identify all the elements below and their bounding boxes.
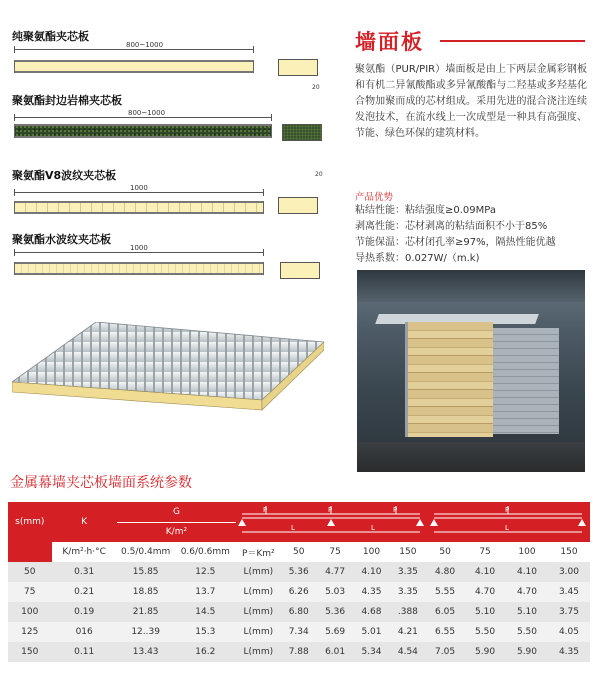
panel-drawings — [0, 0, 340, 300]
span-cell: 4.21 — [390, 622, 426, 642]
col-k-header: K — [52, 502, 117, 542]
advantage-item: 导热系数：0.027W/（m.k) — [355, 253, 480, 264]
advantage-item: 节能保温：芯材闭孔率≥97%，隔热性能优越 — [355, 237, 556, 248]
k-cell: 0.31 — [52, 562, 117, 582]
span-cell: 4.70 — [506, 582, 548, 602]
s-cell: 150 — [8, 642, 52, 662]
load-cell: 75 — [464, 542, 506, 562]
span-cell: 7.34 — [281, 622, 317, 642]
span-cell: 5.90 — [506, 642, 548, 662]
span-cell: 5.03 — [317, 582, 353, 602]
span-cell: 3.35 — [390, 582, 426, 602]
g-thick-cell: 12.5 — [175, 562, 237, 582]
span-cell: 5.34 — [353, 642, 389, 662]
span-cell: 5.50 — [506, 622, 548, 642]
span-label-cell: L(mm) — [236, 622, 280, 642]
span-cell: 3.45 — [548, 582, 590, 602]
load-cell: 50 — [426, 542, 464, 562]
p-label: P — [393, 505, 398, 514]
s-cell: 50 — [8, 562, 52, 582]
advantages-title: 产品优势 — [355, 192, 394, 203]
span-cell: 4.10 — [353, 562, 389, 582]
span-cell: 4.10 — [506, 562, 548, 582]
p-label: P — [505, 505, 510, 514]
beam-diagram-single-span — [428, 504, 588, 538]
advantage-item: 粘结性能：粘结强度≥0.09MPa — [355, 205, 496, 216]
span-cell: 3.35 — [390, 562, 426, 582]
span-cell: 4.54 — [390, 642, 426, 662]
span-cell: .388 — [390, 602, 426, 622]
load-cell: 150 — [390, 542, 426, 562]
span-label-cell: L(mm) — [236, 602, 280, 622]
k-cell: 0.19 — [52, 602, 117, 622]
span-cell: 4.80 — [426, 562, 464, 582]
p-label-cell: P＝Km² — [236, 542, 280, 562]
span-cell: 4.77 — [317, 562, 353, 582]
g-thin-cell: 0.5/0.4mm — [117, 542, 175, 562]
span-cell: 5.36 — [281, 562, 317, 582]
joint-detail-icon — [278, 59, 318, 76]
table-header-row — [8, 502, 590, 522]
span-cell: 4.70 — [464, 582, 506, 602]
span-cell: 5.69 — [317, 622, 353, 642]
span-cell: 4.35 — [353, 582, 389, 602]
panel-cross-section — [14, 60, 254, 73]
dimension-line — [14, 252, 264, 253]
span-cell: 4.68 — [353, 602, 389, 622]
l-label: L — [291, 523, 295, 532]
joint-detail-icon — [278, 197, 318, 214]
panel-title: 聚氨酯V8波纹夹芯板 — [12, 169, 117, 182]
joint-dim-label: 20 — [315, 171, 323, 178]
span-cell: 4.10 — [464, 562, 506, 582]
span-cell: 6.26 — [281, 582, 317, 602]
l-label: L — [371, 523, 375, 532]
span-cell: 5.10 — [506, 602, 548, 622]
span-cell: 6.80 — [281, 602, 317, 622]
s-cell: 125 — [8, 622, 52, 642]
span-label-cell: L(mm) — [236, 582, 280, 602]
p-label: P — [263, 505, 268, 514]
g-thick-cell: 14.5 — [175, 602, 237, 622]
g-thin-cell: 18.85 — [117, 582, 175, 602]
span-cell: 5.36 — [317, 602, 353, 622]
span-label-cell: L(mm) — [236, 642, 280, 662]
joint-dim-label: 20 — [312, 84, 320, 91]
s-column-cell — [8, 542, 52, 562]
table-subheader-row — [8, 542, 590, 562]
load-cell: 50 — [281, 542, 317, 562]
g-thick-cell: 13.7 — [175, 582, 237, 602]
g-thin-cell: 21.85 — [117, 602, 175, 622]
p-label: P — [328, 505, 333, 514]
table-row — [8, 642, 590, 662]
span-cell: 6.01 — [317, 642, 353, 662]
s-cell: 100 — [8, 602, 52, 622]
g-thin-cell: 15.85 — [117, 562, 175, 582]
advantages-list — [355, 203, 595, 267]
dimension-label: 1000 — [130, 244, 148, 252]
span-cell: 6.05 — [426, 602, 464, 622]
dimension-label: 800~1000 — [128, 109, 166, 117]
table-row — [8, 562, 590, 582]
span-cell: 5.55 — [426, 582, 464, 602]
span-cell: 3.00 — [548, 562, 590, 582]
parameters-table — [8, 502, 590, 662]
table-row — [8, 602, 590, 622]
load-cell: 75 — [317, 542, 353, 562]
span-cell: 4.05 — [548, 622, 590, 642]
joint-detail-icon — [282, 124, 322, 141]
dimension-line — [14, 49, 254, 50]
s-cell: 75 — [8, 582, 52, 602]
col-g-header: G — [117, 502, 236, 522]
panel-title: 聚氨酯水波纹夹芯板 — [12, 233, 111, 246]
factory-photo — [357, 270, 585, 472]
g-thin-cell: 13.43 — [117, 642, 175, 662]
span-label-cell: L(mm) — [236, 562, 280, 582]
panel-cross-section — [14, 262, 264, 275]
span-cell: 4.35 — [548, 642, 590, 662]
panel-title: 纯聚氨酯夹芯板 — [12, 30, 89, 43]
load-diagram-1 — [236, 502, 426, 542]
panel-cross-section — [14, 201, 264, 214]
page-title: 墙面板 — [355, 30, 424, 54]
table-row — [8, 582, 590, 602]
load-cell: 150 — [548, 542, 590, 562]
panel-cross-section — [14, 124, 272, 138]
k-cell: 0.11 — [52, 642, 117, 662]
load-cell: 100 — [506, 542, 548, 562]
load-cell: 100 — [353, 542, 389, 562]
joint-detail-icon — [280, 262, 320, 279]
span-cell: 5.10 — [464, 602, 506, 622]
l-label: L — [505, 523, 509, 532]
beam-diagram-two-span — [236, 504, 426, 538]
g-thick-cell: 16.2 — [175, 642, 237, 662]
span-cell: 5.01 — [353, 622, 389, 642]
k-unit-cell: K/m²·h·°C — [52, 542, 117, 562]
span-cell: 5.50 — [464, 622, 506, 642]
dimension-line — [14, 192, 264, 193]
span-cell: 7.05 — [426, 642, 464, 662]
span-cell: 6.55 — [426, 622, 464, 642]
g-unit-header: K/m² — [117, 522, 236, 542]
k-cell: 016 — [52, 622, 117, 642]
panel-3d-render — [12, 322, 324, 412]
panel-title: 聚氨酯封边岩棉夹芯板 — [12, 94, 122, 107]
g-thin-cell: 12..39 — [117, 622, 175, 642]
k-cell: 0.21 — [52, 582, 117, 602]
table-row — [8, 622, 590, 642]
load-diagram-2 — [426, 502, 590, 542]
dimension-label: 800~1000 — [126, 41, 164, 49]
g-thick-cell: 0.6/0.6mm — [175, 542, 237, 562]
g-thick-cell: 15.3 — [175, 622, 237, 642]
span-cell: 3.75 — [548, 602, 590, 622]
table-title: 金属幕墙夹芯板墙面系统参数 — [10, 475, 192, 491]
intro-paragraph: 聚氨酯（PUR/PIR）墙面板是由上下两层金属彩钢板和有机二异氰酸酯或多异氰酸酯与二羟基或多羟基化合物加聚而成的芯材组成。采用先进的混合浇注连续发泡技术，在流水线上一次成型是一种具有高强度、节能、绿色环保的建筑材料。 — [355, 64, 587, 139]
col-s-header: s(mm) — [8, 502, 52, 542]
span-cell: 5.90 — [464, 642, 506, 662]
dimension-line — [14, 117, 272, 118]
advantage-item: 剥离性能：芯材剥离的粘结面积不小于85% — [355, 221, 548, 232]
title-underline — [440, 40, 585, 42]
dimension-label: 1000 — [130, 184, 148, 192]
span-cell: 7.88 — [281, 642, 317, 662]
